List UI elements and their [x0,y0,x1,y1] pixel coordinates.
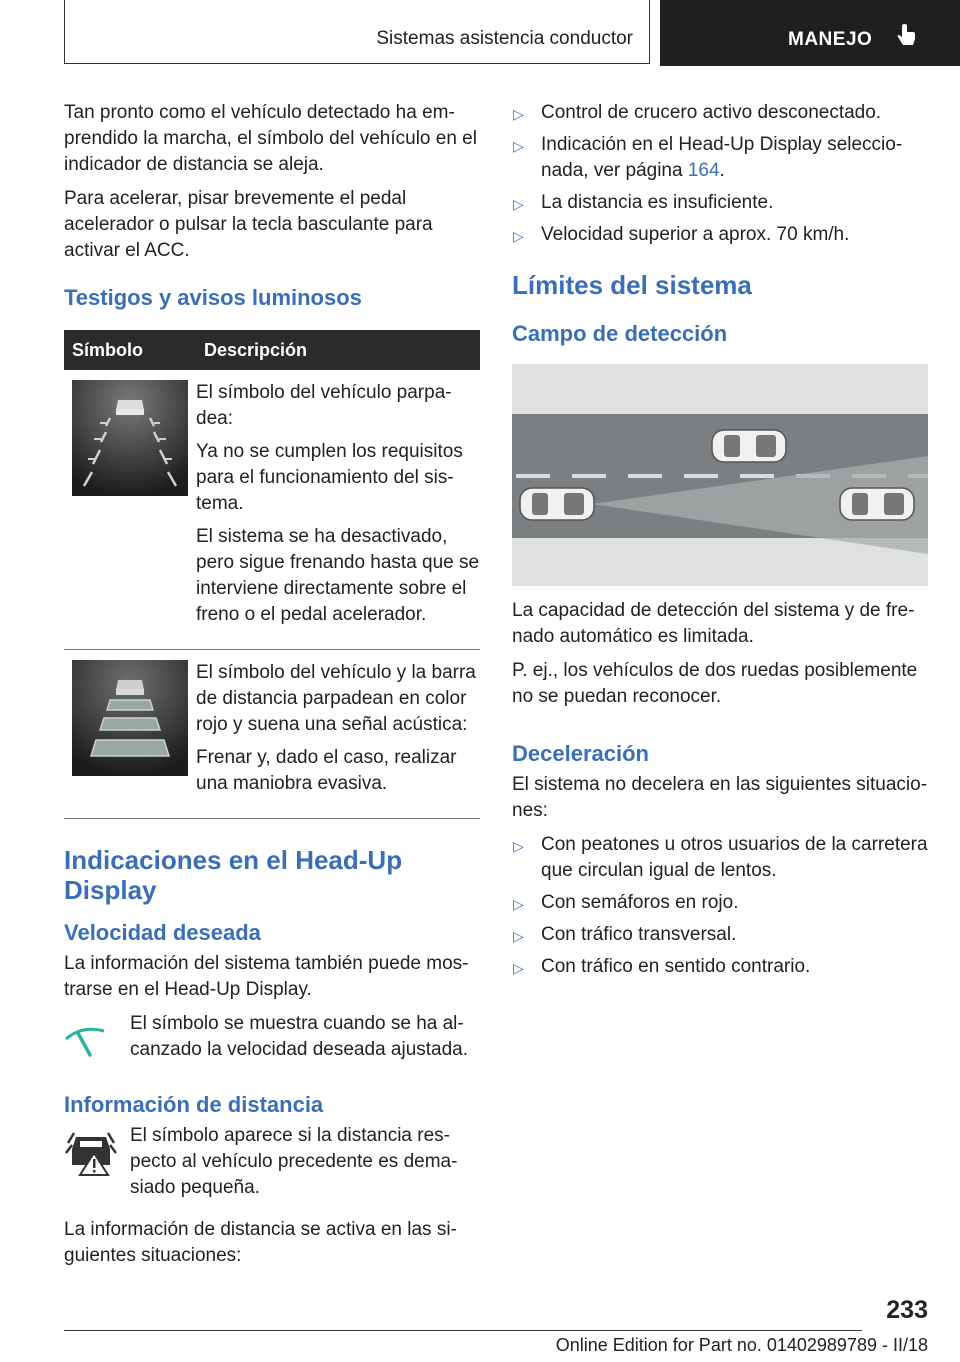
list-item: ▷ Con semáforos en rojo. [512,890,928,916]
triangle-bullet-icon: ▷ [513,928,524,944]
edition-footer: Online Edition for Part no. 01402989789 - II/18 [555,1335,928,1355]
table-row [64,650,480,819]
section-title: Sistemas asistencia conductor [376,28,633,49]
detection-field-illustration [512,364,928,586]
paragraph: P. ej., los vehículos de dos ruedas posiblemente no se puedan reconocer. [512,660,918,707]
table-row [64,370,480,650]
right-column [512,100,928,986]
paragraph: La información de distancia se activa en las siguientes situaciones: [64,1219,457,1266]
list-item: ▷ Velocidad superior a aprox. 70 km/h. [512,222,928,248]
paragraph: La capacidad de detección del sistema y de frenado automático es limitada. [512,600,915,647]
heading-deceleracion: Deceleración [512,741,649,766]
steering-hand-icon [896,24,918,50]
distance-symbol-row [64,1123,480,1201]
section-tab [64,0,650,64]
paragraph: El símbolo se muestra cuando se ha alcanzado la velocidad deseada ajustada. [130,1013,469,1060]
list-item: ▷ Indicación en el Head-Up Display seleccionada, ver página 164. [513,134,903,181]
vehicle-distance-warning-icon [72,380,188,496]
heading-limites: Límites del sistema [512,270,752,300]
page-number: 233 [886,1296,928,1324]
triangle-bullet-icon: ▷ [513,196,524,212]
list-item: ▷ Con peatones u otros usuarios de la carretera que circulan igual de lentos. [513,834,928,881]
paragraph: El símbolo aparece si la distancia respecto al vehículo precedente es demasiado pequeña. [130,1125,458,1198]
triangle-bullet-icon: ▷ [513,838,524,854]
heading-hud: Indicaciones en el Head-Up Display [64,845,403,905]
cell-text: El símbolo del vehículo parpadea: [196,382,452,429]
paragraph: La información del sistema también puede mostrarse en el Head-Up Display. [64,953,469,1000]
column-header: Descripción [196,330,480,370]
heading-testigos: Testigos y avisos luminosos [64,285,362,310]
paragraph: Para acelerar, pisar brevemente el pedal acelerador o pulsar la tecla basculante para activar el ACC. [64,188,433,261]
chapter-tab [660,0,960,66]
heading-distancia: Información de distancia [64,1092,324,1117]
symbol-table [64,330,480,819]
page-link[interactable]: 164 [687,160,720,181]
triangle-bullet-icon: ▷ [513,960,524,976]
deceleration-list [512,832,928,980]
list-item: ▷ Con tráfico transversal. [512,922,928,948]
cell-text: El símbolo del vehículo y la barra de distancia parpadean en color rojo y suena una señal acústica: [196,662,476,735]
vehicle-warning-icon [64,1129,118,1177]
heading-campo: Campo de detección [512,321,728,346]
list-item: ▷ Control de crucero activo desconectado. [512,100,928,126]
vehicle-distance-bar-icon [72,660,188,776]
cell-text: Frenar y, dado el caso, realizar una maniobra evasiva. [196,747,457,794]
list-item: ▷ La distancia es insuficiente. [512,190,928,216]
speed-symbol-row [64,1011,480,1063]
footer-divider [64,1330,862,1331]
situations-list [512,100,928,248]
left-column [64,100,480,1277]
triangle-bullet-icon: ▷ [513,106,524,122]
list-item: ▷ Con tráfico en sentido contrario. [512,954,928,980]
table-header [64,330,480,370]
column-header: Símbolo [64,330,196,370]
paragraph: El sistema no decelera en las siguientes situaciones: [512,774,928,821]
cell-text: El sistema se ha desactivado, pero sigue frenando hasta que se interviene directamente sobre el freno o el pedal acelerador. [196,526,480,625]
triangle-bullet-icon: ▷ [513,138,524,154]
chapter-title: MANEJO [788,29,873,50]
desired-speed-icon [64,1023,106,1057]
heading-velocidad: Velocidad deseada [64,920,261,945]
triangle-bullet-icon: ▷ [513,896,524,912]
cell-text: Ya no se cumplen los requisitos para el funcionamiento del sistema. [196,441,463,514]
triangle-bullet-icon: ▷ [513,228,524,244]
paragraph: Tan pronto como el vehículo detectado ha emprendido la marcha, el símbolo del vehículo en el indicador de distancia se aleja. [64,102,477,175]
page-header [0,0,960,66]
